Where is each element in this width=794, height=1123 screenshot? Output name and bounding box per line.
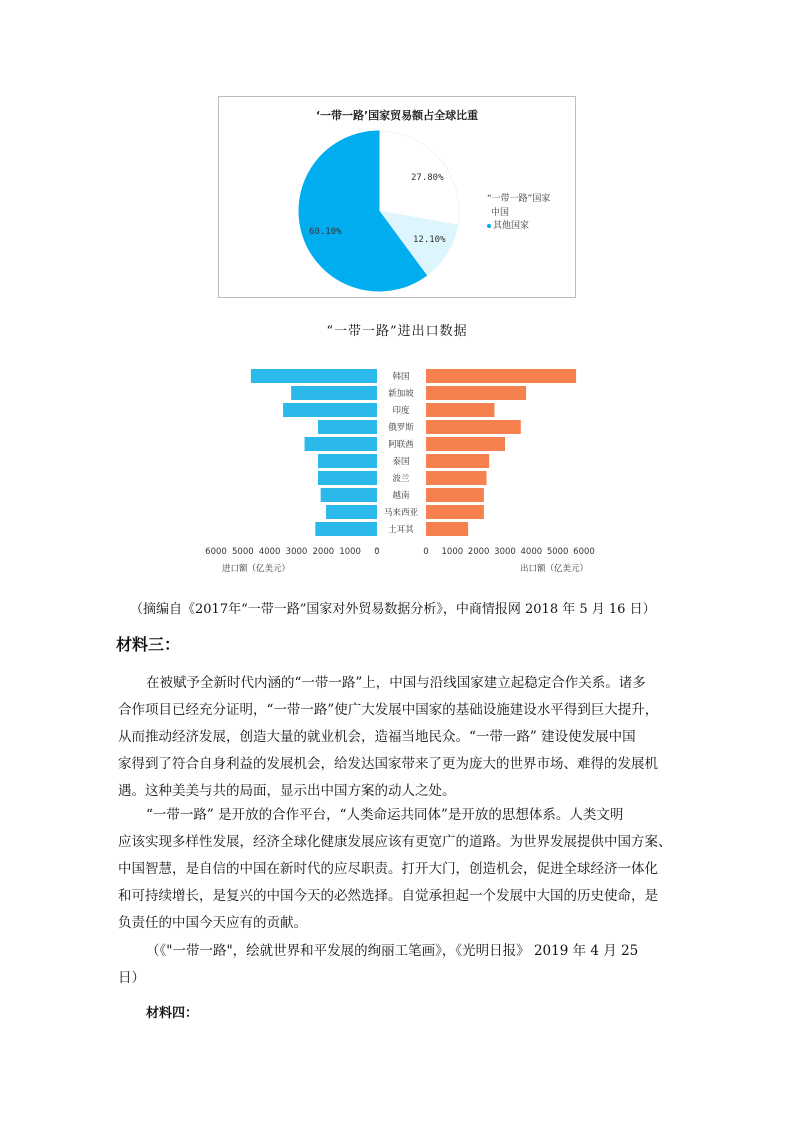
export-bar [426, 437, 505, 451]
citation-source-1: （摘编自《2017年“一带一路”国家对外贸易数据分析》，中商情报网 2018 年 5 月 16 日） [130, 602, 656, 617]
category-label: 韩国 [392, 372, 410, 382]
import-axis-tick: 4000 [258, 547, 281, 557]
export-axis-label: 出口额（亿美元） [520, 564, 589, 574]
category-label: 波兰 [392, 474, 410, 484]
import-bar [318, 420, 377, 434]
import-bar [283, 403, 377, 417]
export-bar [426, 386, 526, 400]
export-axis-tick: 2000 [467, 547, 490, 557]
import-axis-tick: 0 [374, 547, 380, 557]
import-bar [251, 369, 377, 383]
export-bar [426, 369, 576, 383]
export-axis-tick: 5000 [546, 547, 569, 557]
category-label: 越南 [392, 491, 410, 501]
import-bar [326, 505, 377, 519]
export-bar [426, 454, 489, 468]
pie-slice-label-light-share: 12.10% [413, 235, 446, 245]
paragraph-line: 在被赋予全新时代内涵的“一带一路”上，中国与沿线国家建立起稳定合作关系。诸多 [146, 675, 646, 691]
paragraph-line: 遇。这种美美与共的局面，显示出中国方案的动人之处。 [118, 783, 456, 799]
export-axis-tick: 4000 [520, 547, 543, 557]
import-axis-tick: 5000 [232, 547, 254, 557]
citation-line: （《"一带一路"，绘就世界和平发展的绚丽工笔画》，《光明日报》 2019 年 4 月 25 [146, 943, 639, 959]
citation-source-2 [118, 938, 678, 992]
section-heading-material-4: 材料四： [146, 1006, 199, 1021]
paragraph-line: “一带一路” 是开放的合作平台，“人类命运共同体”是开放的思想体系。人类文明 [146, 807, 624, 823]
export-bar [426, 471, 487, 485]
import-bar [291, 386, 377, 400]
pie-legend-header: “一带一路”国家 [487, 194, 551, 204]
paragraph-line: 从而推动经济发展，创造大量的就业机会，造福当地民众。“一带一路” 建设使发展中国 [118, 729, 636, 745]
category-label: 俄罗斯 [388, 423, 414, 433]
legend-dot-icon [487, 224, 491, 228]
paragraph-line: 和可持续增长，是复兴的中国今天的必然选择。自觉承担起一个发展中大国的历史使命，是 [118, 888, 658, 904]
pie-legend-item-china [491, 205, 509, 218]
import-axis-tick: 3000 [285, 547, 308, 557]
import-axis-tick: 1000 [339, 547, 361, 557]
paragraph-line: 负责任的中国今天应有的贡献。 [118, 915, 307, 931]
pie-chart-container [218, 96, 576, 298]
pie-chart-title: ‘一带一路’国家贸易额占全球比重 [315, 109, 479, 122]
section-heading-material-3: 材料三： [116, 635, 181, 654]
export-axis-tick: 3000 [494, 547, 516, 557]
pie-legend-item-other [487, 218, 529, 231]
paragraph-1 [118, 670, 678, 805]
category-label: 土耳其 [388, 525, 414, 535]
export-bar [426, 505, 484, 519]
category-label: 阿联酋 [388, 440, 414, 450]
export-bar [426, 488, 484, 502]
bar-chart-title: “一带一路”进出口数据 [326, 324, 468, 339]
import-bar [318, 471, 377, 485]
paragraph-2 [118, 802, 678, 937]
import-bar [305, 437, 377, 451]
export-bar [426, 420, 521, 434]
pie-slice-label-china-share: 27.80% [411, 173, 444, 183]
import-axis-tick: 6000 [205, 547, 227, 557]
paragraph-line: 家得到了符合自身利益的发展机会，给发达国家带来了更为庞大的世界市场、难得的发展机 [118, 756, 658, 772]
import-bar [315, 522, 377, 536]
pie-legend-label: 其他国家 [493, 221, 530, 231]
export-axis-tick: 1000 [441, 547, 464, 557]
import-axis-label: 进口额（亿美元） [222, 564, 291, 574]
import-bar [318, 454, 377, 468]
paragraph-line: 合作项目已经充分证明，“一带一路”使广大发展中国家的基础设施建设水平得到巨大提升， [118, 702, 659, 718]
category-label: 马来西亚 [383, 508, 418, 518]
citation-line: 日） [118, 970, 145, 986]
paragraph-line: 应该实现多样性发展，经济全球化健康发展应该有更宽广的道路。为世界发展提供中国方案、 [118, 834, 672, 850]
pie-legend-label: 中国 [491, 208, 510, 218]
pie-slice-label-other-share: 60.10% [309, 227, 342, 237]
export-axis-tick: 0 [423, 547, 429, 557]
export-axis-tick: 6000 [573, 547, 595, 557]
category-label: 新加坡 [388, 389, 414, 399]
export-bar [426, 522, 468, 536]
export-bar [426, 403, 494, 417]
category-label: 泰国 [392, 457, 410, 467]
import-axis-tick: 2000 [312, 547, 335, 557]
category-label: 印度 [392, 406, 410, 416]
import-bar [321, 488, 377, 502]
paragraph-line: 中国智慧，是自信的中国在新时代的应尽职责。打开大门，创造机会，促进全球经济一体化 [118, 861, 658, 877]
